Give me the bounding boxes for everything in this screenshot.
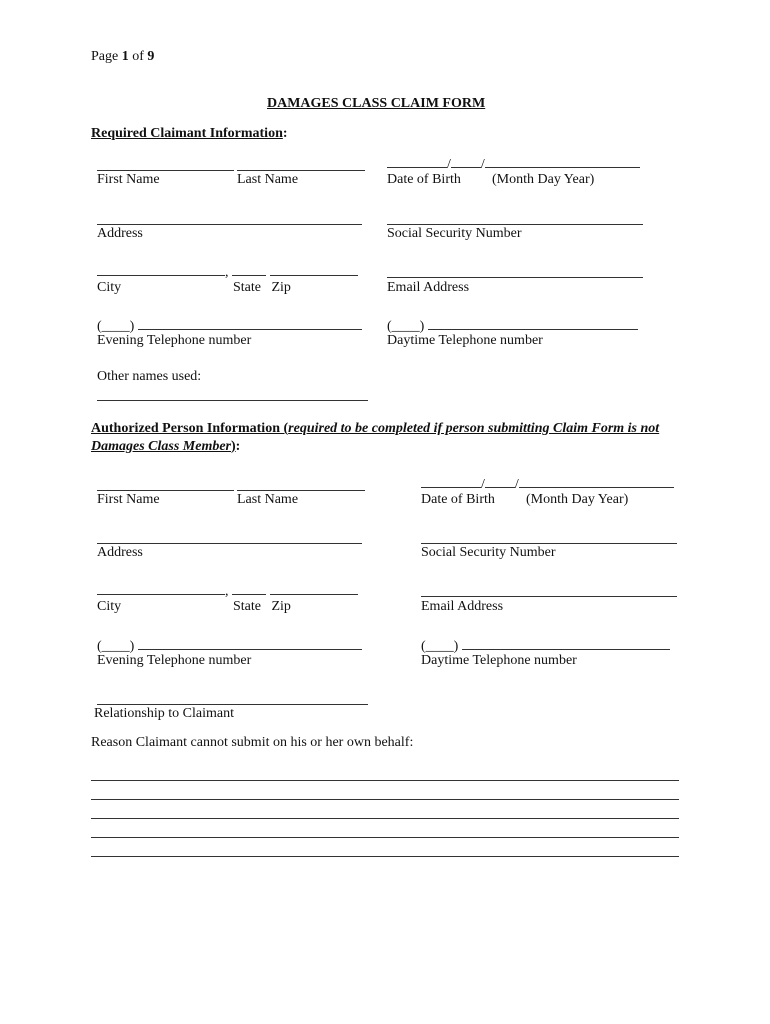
claimant-heading <box>91 126 288 142</box>
claimant-email-label: Email Address <box>387 280 470 295</box>
claimant-heading-colon: : <box>282 126 288 141</box>
form-title: DAMAGES CLASS CLAIM FORM <box>267 96 486 111</box>
claimant-heading-text: Required Claimant Information <box>91 126 283 141</box>
claimant-last-name-label: Last Name <box>237 172 299 187</box>
page-of: of <box>132 49 144 64</box>
claimant-address-label: Address <box>97 226 143 241</box>
authorized-heading <box>91 420 681 456</box>
page-number <box>91 49 154 65</box>
claimant-state-zip-label: State Zip <box>233 280 291 295</box>
city-comma: , <box>225 584 229 599</box>
auth-email-label: Email Address <box>421 599 504 614</box>
other-names-label: Other names used: <box>97 369 202 384</box>
relationship-field[interactable] <box>97 704 368 705</box>
auth-dob-field[interactable] <box>421 474 674 493</box>
authorized-heading-note: required to be completed if person submitting Claim Form is not Damages Class Member <box>91 421 660 454</box>
auth-address-label: Address <box>97 545 143 560</box>
auth-city-label: City <box>97 599 122 614</box>
dob-separator: / <box>447 157 451 172</box>
claimant-first-name-field[interactable] <box>97 170 234 171</box>
area-code-blank: (____) <box>421 639 459 654</box>
area-code-blank: (____) <box>387 319 425 334</box>
dob-separator: / <box>514 477 519 492</box>
auth-ssn-label: Social Security Number <box>421 545 556 560</box>
page-current: 1 <box>121 49 129 64</box>
reason-label: Reason Claimant cannot submit on his or her own behalf: <box>91 735 414 750</box>
auth-first-name-label: First Name <box>97 492 160 507</box>
claimant-last-name-field[interactable] <box>237 170 365 171</box>
auth-ssn-field[interactable] <box>421 543 677 544</box>
claimant-first-name-label: First Name <box>97 172 160 187</box>
claimant-ssn-field[interactable] <box>387 224 643 225</box>
other-names-field[interactable] <box>97 400 368 401</box>
relationship-label: Relationship to Claimant <box>94 706 234 721</box>
page-prefix: Page <box>91 49 119 64</box>
reason-line[interactable] <box>91 818 679 819</box>
auth-address-field[interactable] <box>97 543 362 544</box>
claimant-ssn-label: Social Security Number <box>387 226 522 241</box>
claimant-dob-field[interactable] <box>387 154 640 173</box>
auth-first-name-field[interactable] <box>97 490 234 491</box>
reason-line[interactable] <box>91 837 679 838</box>
city-comma: , <box>225 265 229 280</box>
reason-line[interactable] <box>91 799 679 800</box>
dob-separator: / <box>481 477 485 492</box>
auth-last-name-label: Last Name <box>237 492 299 507</box>
auth-dob-label: Date of Birth <box>421 492 495 507</box>
auth-last-name-field[interactable] <box>237 490 365 491</box>
area-code-blank: (____) <box>97 319 135 334</box>
claimant-evening-phone-label: Evening Telephone number <box>97 333 252 348</box>
auth-email-field[interactable] <box>421 596 677 597</box>
area-code-blank: (____) <box>97 639 135 654</box>
claimant-city-label: City <box>97 280 122 295</box>
claimant-dob-label: Date of Birth <box>387 172 461 187</box>
claimant-dob-format: (Month Day Year) <box>492 172 595 187</box>
authorized-heading-colon: : <box>235 439 241 454</box>
reason-line[interactable] <box>91 856 679 857</box>
authorized-heading-close: ) <box>231 439 236 454</box>
auth-daytime-phone-label: Daytime Telephone number <box>421 653 577 668</box>
auth-city-state-zip-field[interactable] <box>97 581 358 600</box>
auth-state-zip-label: State Zip <box>233 599 291 614</box>
dob-separator: / <box>480 157 485 172</box>
page-total: 9 <box>147 49 155 64</box>
claimant-city-state-zip-field[interactable] <box>97 262 358 281</box>
auth-evening-phone-label: Evening Telephone number <box>97 653 252 668</box>
claimant-email-field[interactable] <box>387 277 643 278</box>
claimant-address-field[interactable] <box>97 224 362 225</box>
authorized-heading-text: Authorized Person Information ( <box>91 421 289 436</box>
claimant-daytime-phone-label: Daytime Telephone number <box>387 333 543 348</box>
reason-line[interactable] <box>91 780 679 781</box>
auth-dob-format: (Month Day Year) <box>526 492 629 507</box>
